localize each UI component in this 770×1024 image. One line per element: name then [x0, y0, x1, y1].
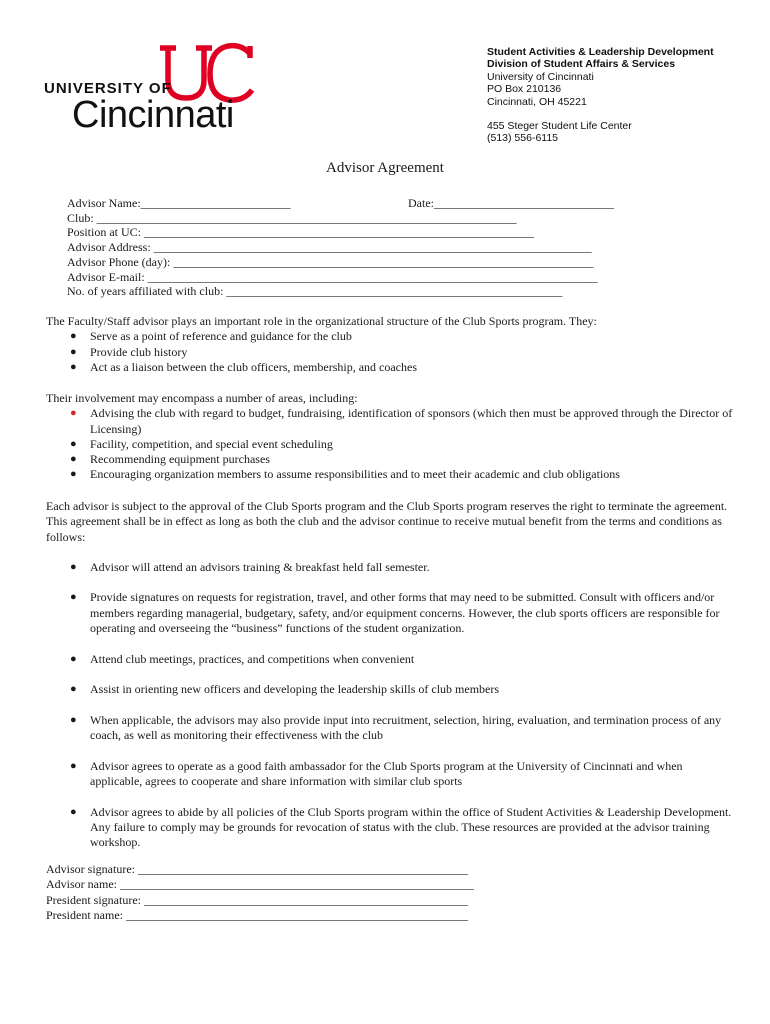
- date-field[interactable]: Date:______________________________: [408, 196, 614, 210]
- advisor-name-field[interactable]: Advisor Name:_________________________: [67, 196, 291, 210]
- list-item: ● Advisor agrees to abide by all policies of the Club Sports program within the office of Student Activities & Leadership Development. Any failure to comply may be grounds for revocation of status with the club. These resources are provided at the advisor training workshop.: [70, 804, 732, 850]
- bullet-icon: ●: [70, 468, 77, 481]
- club-field[interactable]: Club: ______________________________________________________________________: [67, 210, 517, 225]
- bullet-icon: ●: [70, 683, 77, 696]
- list-item: ● Serve as a point of reference and guidance for the club: [70, 329, 352, 344]
- advisor-email-field[interactable]: Advisor E-mail: ___________________________________________________________________________: [67, 269, 598, 284]
- address-line: 455 Steger Student Life Center: [487, 120, 632, 133]
- bullet-icon: ●: [70, 407, 77, 420]
- terms-section: [46, 499, 736, 866]
- intro-list: [46, 329, 736, 375]
- bullet-icon: ●: [70, 330, 77, 343]
- signature-block: [46, 862, 474, 923]
- address-line: Student Activities & Leadership Development: [487, 46, 714, 58]
- involvement-list: [46, 406, 736, 482]
- bullet-icon: ●: [70, 713, 77, 726]
- list-item: ● Recommending equipment purchases: [70, 452, 270, 467]
- advisor-signature-field[interactable]: Advisor signature: _______________________________________________________: [46, 862, 468, 876]
- list-item: ● Assist in orienting new officers and developing the leadership skills of club members: [70, 682, 500, 697]
- bullet-icon: ●: [70, 652, 77, 665]
- bullet-icon: ●: [70, 453, 77, 466]
- intro-text: The Faculty/Staff advisor plays an important role in the organizational structure of the Club Sports program. They:: [46, 314, 597, 328]
- university-logo: [44, 40, 244, 136]
- years-affiliated-field[interactable]: No. of years affiliated with club: ________________________________________________________: [67, 284, 563, 299]
- address-block: [487, 46, 757, 145]
- bullet-icon: ●: [70, 437, 77, 450]
- president-name-field[interactable]: President name: _________________________________________________________: [46, 907, 468, 922]
- bullet-icon: ●: [70, 759, 77, 772]
- bullet-icon: ●: [70, 360, 77, 373]
- list-item: ● Facility, competition, and special event scheduling: [70, 436, 333, 451]
- terms-list: [46, 560, 736, 851]
- terms-text: Each advisor is subject to the approval of the Club Sports program and the Club Sports program reserves the right to terminate the agreement. This agreement shall be in effect as long as both the club and the advisor continue to receive mutual benefit from the terms and conditions as follows:: [46, 499, 728, 544]
- list-item: ● Advisor agrees to operate as a good faith ambassador for the Club Sports program at the University of Cincinnati and when applicable, agrees to cooperate and share information with similar club sports: [70, 758, 683, 789]
- address-line: (513) 556-6115: [487, 132, 559, 145]
- logo-university-of: UNIVERSITY OF: [44, 80, 172, 97]
- bullet-icon: ●: [70, 591, 77, 604]
- logo-cincinnati: Cincinnati: [72, 94, 234, 136]
- list-item: ● Attend club meetings, practices, and competitions when convenient: [70, 651, 415, 666]
- page-title: Advisor Agreement: [326, 160, 444, 176]
- list-item: ● Advising the club with regard to budget, fundraising, identification of sponsors (which then must be approved through the Director of Licensing): [70, 406, 733, 436]
- bullet-icon: ●: [70, 345, 77, 358]
- position-field[interactable]: Position at UC: _________________________________________________________________: [67, 225, 535, 240]
- advisor-info-form: [67, 196, 614, 299]
- address-line: Division of Student Affairs & Services: [487, 58, 676, 71]
- list-item: ● Provide signatures on requests for registration, travel, and other forms that may need to be submitted. Consult with officers and/or members regarding managerial, budgetary, safety, and/or equipment concerns. However, the club sports officers are responsible for operating and overseeing the “business” functions of the student organization.: [70, 590, 720, 636]
- list-item: ● When applicable, the advisors may also provide input into recruitment, selection, hiring, evaluation, and termination process of any coach, as well as monitoring their effectiveness with the club: [70, 712, 722, 743]
- advisor-address-field[interactable]: Advisor Address: _________________________________________________________________________: [67, 240, 592, 255]
- address-line: University of Cincinnati: [487, 70, 594, 83]
- intro-section: [46, 314, 736, 375]
- advisor-name-sign-field[interactable]: Advisor name: ___________________________________________________________: [46, 877, 474, 892]
- list-item: ● Advisor will attend an advisors training & breakfast held fall semester.: [70, 559, 430, 574]
- president-signature-field[interactable]: President signature: ______________________________________________________: [46, 892, 468, 907]
- address-line: PO Box 210136: [487, 83, 562, 96]
- bullet-icon: ●: [70, 805, 77, 818]
- bullet-icon: ●: [70, 560, 77, 573]
- address-line: Cincinnati, OH 45221: [487, 95, 587, 108]
- list-item: ● Provide club history: [70, 344, 188, 359]
- list-item: ● Encouraging organization members to assume responsibilities and to meet their academic and club obligations: [70, 467, 620, 482]
- advisor-phone-field[interactable]: Advisor Phone (day): ______________________________________________________________________: [67, 254, 594, 269]
- involvement-text: Their involvement may encompass a number of areas, including:: [46, 391, 358, 405]
- list-item: ● Act as a liaison between the club officers, membership, and coaches: [70, 359, 417, 374]
- involvement-section: [46, 391, 736, 483]
